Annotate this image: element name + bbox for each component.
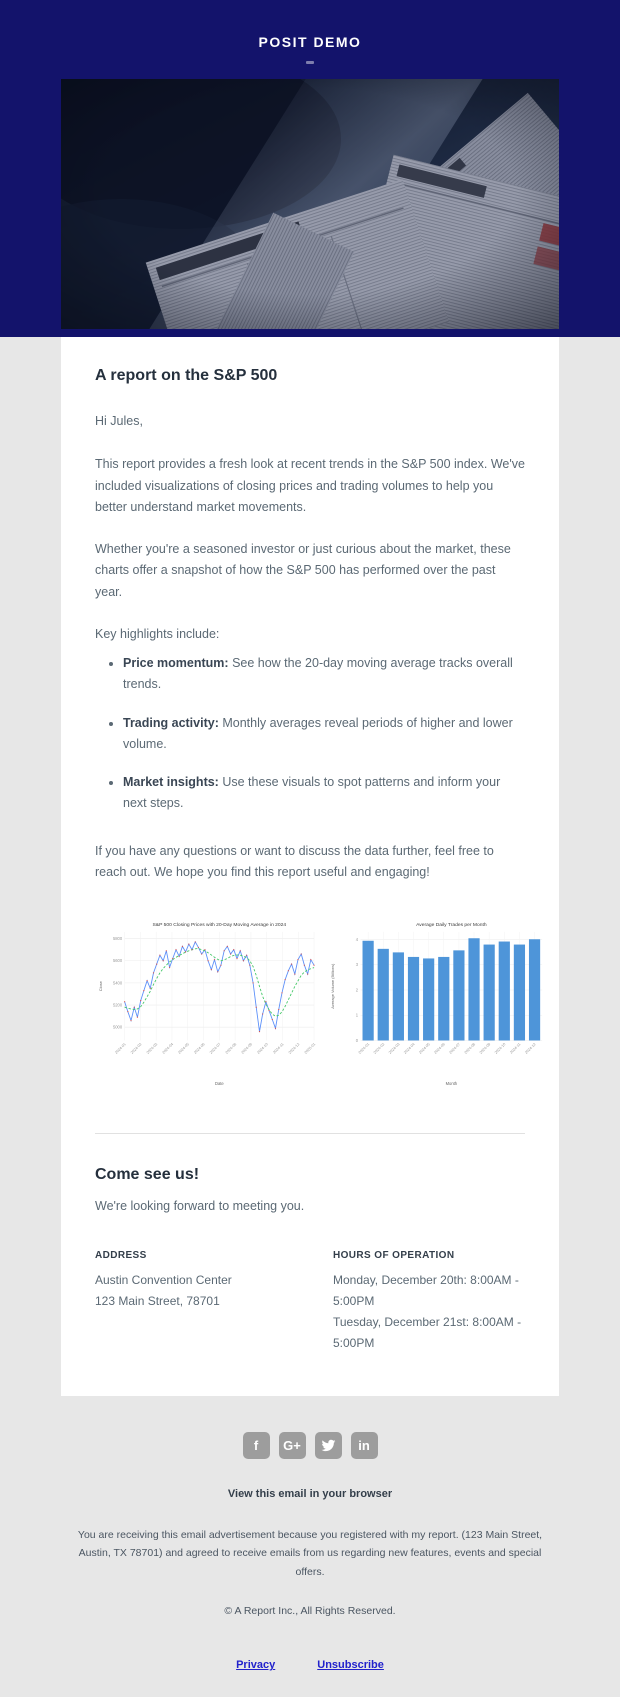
- svg-text:2024-05: 2024-05: [177, 1042, 190, 1055]
- svg-text:2024-08: 2024-08: [224, 1042, 238, 1055]
- svg-text:S&P 500 Closing Prices with 20: S&P 500 Closing Prices with 20-Day Moving Average in 2024: [152, 923, 287, 929]
- hero-image: [61, 79, 559, 329]
- privacy-link[interactable]: Privacy: [236, 1659, 276, 1672]
- paragraph-intro: This report provides a fresh look at recent trends in the S&P 500 index. We've included visualizations of closing prices and trading volumes to help you better understand market movements.: [95, 457, 525, 514]
- svg-text:2024-12: 2024-12: [287, 1042, 301, 1055]
- svg-text:2024-07: 2024-07: [208, 1042, 222, 1055]
- svg-text:2024-03: 2024-03: [388, 1042, 401, 1055]
- svg-text:Month: Month: [445, 1080, 458, 1086]
- charts-row: [95, 915, 549, 1089]
- svg-text:Date: Date: [214, 1080, 224, 1086]
- brand-title: POSIT DEMO: [258, 34, 362, 50]
- svg-text:2024-04: 2024-04: [161, 1042, 175, 1055]
- twitter-icon[interactable]: [315, 1432, 342, 1459]
- report-title: A report on the S&P 500: [95, 367, 278, 384]
- visit-title: Come see us!: [95, 1166, 200, 1183]
- google-plus-glyph: G+: [283, 1438, 301, 1453]
- svg-text:2024-02: 2024-02: [130, 1042, 143, 1055]
- greeting: Hi Jules,: [95, 414, 143, 428]
- info-line: Monday, December 20th: 8:00AM - 5:00PM: [333, 1273, 519, 1308]
- bullet-text: Use these visuals to spot patterns and inform your next steps.: [123, 775, 501, 811]
- bullet-lead: Market insights:: [123, 775, 219, 789]
- svg-text:2024-09: 2024-09: [478, 1042, 492, 1055]
- highlights-intro: Key highlights include:: [95, 626, 220, 641]
- svg-text:Average Volume (Billions): Average Volume (Billions): [329, 963, 335, 1009]
- svg-text:5800: 5800: [112, 935, 123, 941]
- paragraph-closing: If you have any questions or want to discuss the data further, feel free to reach out. We hope you find this report useful and engaging!: [95, 843, 494, 879]
- bullet-text: See how the 20-day moving average tracks overall trends.: [123, 656, 513, 692]
- sp500-line-chart: [95, 915, 321, 1089]
- facebook-icon[interactable]: [243, 1432, 270, 1459]
- bullet-lead: Price momentum:: [123, 656, 229, 670]
- address-lines: [95, 1270, 333, 1312]
- address-label: ADDRESS: [95, 1250, 147, 1261]
- info-columns: [95, 1250, 525, 1354]
- svg-text:2024-01: 2024-01: [114, 1042, 127, 1055]
- linkedin-icon[interactable]: [351, 1432, 378, 1459]
- svg-text:2024-05: 2024-05: [418, 1042, 431, 1055]
- address-block: [95, 1250, 333, 1354]
- google-plus-icon[interactable]: [279, 1432, 306, 1459]
- svg-text:4: 4: [355, 936, 359, 942]
- svg-text:2024-02: 2024-02: [372, 1042, 386, 1055]
- svg-text:5600: 5600: [112, 958, 123, 964]
- svg-text:2024-10: 2024-10: [256, 1042, 269, 1055]
- copyright-text: © A Report Inc., All Rights Reserved.: [224, 1605, 396, 1618]
- header-band: [0, 0, 620, 337]
- footer-links: [0, 1659, 620, 1671]
- svg-text:0: 0: [355, 1037, 359, 1043]
- bullet-item: [123, 713, 525, 756]
- svg-text:2024-10: 2024-10: [493, 1042, 507, 1055]
- svg-text:2024-06: 2024-06: [433, 1042, 446, 1055]
- bullet-lead: Trading activity:: [123, 715, 219, 730]
- svg-text:5400: 5400: [112, 980, 123, 986]
- hours-label: HOURS OF OPERATION: [333, 1250, 455, 1261]
- disclaimer-text: You are receiving this email advertisement because you registered with my report. (123 Main Street, Austin, TX 78701) and agreed to receive emails from us regarding new features, events and special offers.: [77, 1529, 543, 1578]
- info-line: 123 Main Street, 78701: [95, 1294, 220, 1308]
- svg-text:2: 2: [355, 987, 359, 993]
- svg-text:Average Daily Trades per Month: Average Daily Trades per Month: [416, 923, 487, 929]
- bullet-text: Monthly averages reveal periods of higher and lower volume.: [123, 715, 513, 751]
- info-line: Austin Convention Center: [95, 1273, 232, 1287]
- svg-text:2024-11: 2024-11: [509, 1042, 522, 1055]
- bullet-item: [123, 653, 525, 696]
- svg-text:2024-03: 2024-03: [145, 1042, 159, 1055]
- section-divider: [95, 1133, 525, 1134]
- svg-text:2024-11: 2024-11: [272, 1042, 285, 1055]
- info-line: Tuesday, December 21st: 8:00AM - 5:00PM: [333, 1315, 522, 1350]
- hours-lines: [333, 1270, 525, 1354]
- view-in-browser-link[interactable]: View this email in your browser: [227, 1488, 393, 1500]
- bullet-item: [123, 772, 525, 815]
- email-footer: [0, 1396, 620, 1697]
- svg-text:Close: Close: [97, 981, 103, 992]
- svg-text:2024-04: 2024-04: [403, 1042, 416, 1055]
- svg-text:2024-12: 2024-12: [524, 1042, 537, 1055]
- svg-text:2024-08: 2024-08: [463, 1042, 477, 1055]
- report-card: [61, 337, 559, 1396]
- unsubscribe-link[interactable]: Unsubscribe: [317, 1659, 384, 1672]
- svg-text:2024-06: 2024-06: [193, 1042, 206, 1055]
- linkedin-glyph: in: [358, 1438, 370, 1453]
- svg-text:2024-07: 2024-07: [448, 1042, 462, 1055]
- svg-text:1: 1: [355, 1012, 359, 1018]
- svg-text:5200: 5200: [112, 1002, 123, 1008]
- svg-text:2024-01: 2024-01: [357, 1042, 371, 1055]
- bullet-list: [95, 653, 525, 815]
- svg-text:5000: 5000: [112, 1024, 123, 1030]
- svg-text:2025-01: 2025-01: [303, 1042, 317, 1055]
- svg-text:2024-09: 2024-09: [240, 1042, 254, 1055]
- paragraph-overview: Whether you're a seasoned investor or just curious about the market, these charts offer a snapshot of how the S&P 500 has performed over the past year.: [95, 542, 511, 599]
- svg-text:3: 3: [355, 962, 359, 968]
- facebook-glyph: f: [253, 1438, 259, 1453]
- brand-logo-mark: [306, 61, 314, 64]
- volume-bar-chart: [327, 915, 549, 1089]
- hours-block: [333, 1250, 525, 1354]
- social-row: [0, 1432, 620, 1459]
- visit-subtitle: We're looking forward to meeting you.: [95, 1199, 305, 1213]
